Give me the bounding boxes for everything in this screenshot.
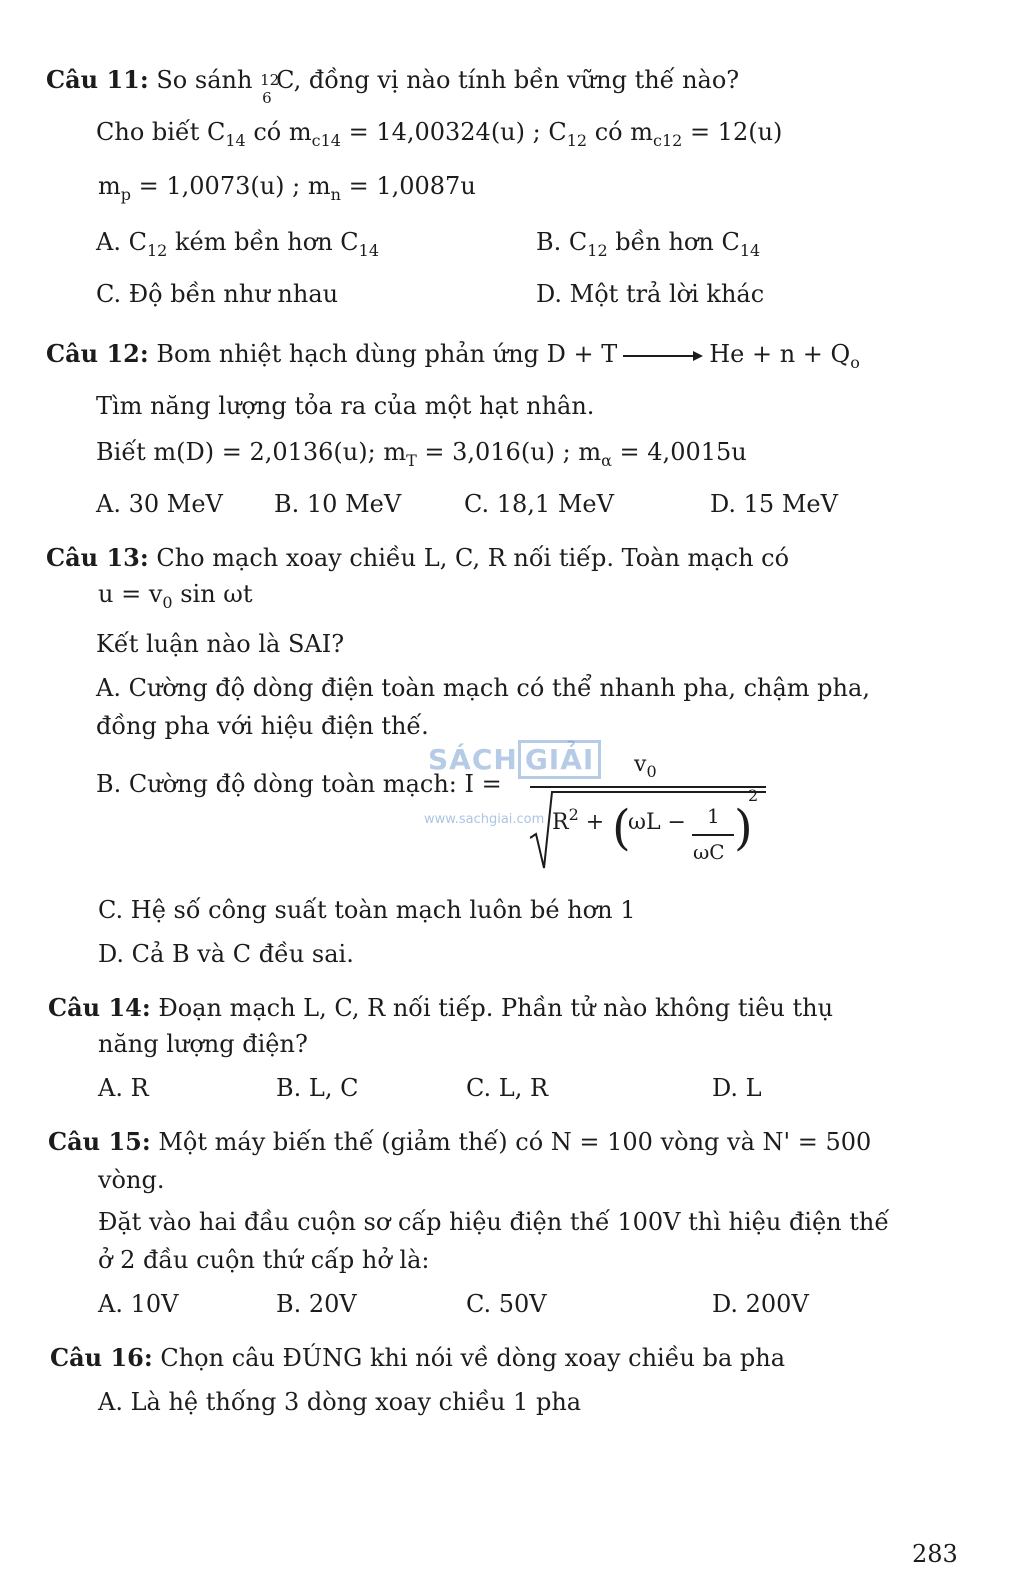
q11-option-a: A. $C_{12}$ kém bền hơn $C_{14}$ [96, 228, 380, 260]
q13-label: Câu 13: [46, 543, 149, 572]
q12-label: Câu 12: [46, 339, 149, 368]
inner-fraction-denominator: ωC [693, 840, 725, 864]
reaction-arrow-icon [623, 351, 703, 361]
q15-option-b: B. 20V [276, 1290, 357, 1318]
watermark-logo: SÁCH GIẢI [428, 740, 601, 779]
q11-given-2: $m_p = 1,0073(u)$ ; $m_n = 1,0087u$ [98, 172, 476, 204]
q11-question: Câu 11: So sánh 12 6 C, đồng vị nào tính bền vững thế nào? [46, 65, 740, 107]
q14-question: Câu 14: Đoạn mạch L, C, R nối tiếp. Phần tử nào không tiêu thụ [48, 993, 834, 1022]
q11-label: Câu 11: [46, 65, 149, 94]
q16-label: Câu 16: [50, 1343, 153, 1372]
q11-option-d: D. Một trả lời khác [536, 280, 765, 308]
inner-fraction-numerator: 1 [707, 804, 720, 828]
q15-option-a: A. 10V [98, 1290, 179, 1318]
q11-option-c: C. Độ bền như nhau [96, 280, 339, 308]
q15-label: Câu 15: [48, 1127, 151, 1156]
page-number: 283 [912, 1540, 958, 1568]
q14-option-a: A. R [98, 1074, 149, 1102]
q15-option-c: C. 50V [466, 1290, 547, 1318]
formula-denominator: $R^2$ + [552, 805, 605, 835]
outer-exponent: 2 [748, 786, 759, 805]
q16-option-a: A. Là hệ thống 3 dòng xoay chiều 1 pha [98, 1388, 582, 1416]
q11-option-b: B. $C_{12}$ bền hơn $C_{14}$ [536, 228, 761, 260]
q13-option-d: D. Cả B và C đều sai. [98, 940, 354, 968]
q15-line-2: vòng. [98, 1166, 165, 1194]
q12-option-b: B. 10 MeV [274, 490, 402, 518]
formula-omega-l: ωL − [628, 810, 686, 835]
q14-line-2: năng lượng điện? [98, 1030, 308, 1058]
q15-line-3: Đặt vào hai đầu cuộn sơ cấp hiệu điện thế 100V thì hiệu điện thế [98, 1208, 890, 1236]
q13-option-c: C. Hệ số công suất toàn mạch luôn bé hơn 1 [98, 896, 636, 924]
q14-label: Câu 14: [48, 993, 151, 1022]
q12-line-2: Tìm năng lượng tỏa ra của một hạt nhân. [96, 392, 595, 420]
q11-given-1: Cho biết $C_{14}$ có $m_{c14} = 14,00324(u)$ ; $C_{12}$ có $m_{c12} = 12(u)$ [96, 118, 783, 150]
q13-question: Câu 13: Cho mạch xoay chiều L, C, R nối tiếp. Toàn mạch có [46, 543, 790, 572]
q14-option-c: C. L, R [466, 1074, 549, 1102]
watermark-url: www.sachgiai.com [424, 812, 545, 827]
q13-option-a-1: A. Cường độ dòng điện toàn mạch có thể nhanh pha, chậm pha, [96, 674, 870, 702]
q12-line-3: Biết m(D) = 2,0136(u); $m_T = 3,016(u)$ ; $m_\alpha = 4,0015u$ [96, 438, 747, 470]
q15-question: Câu 15: Một máy biến thế (giảm thế) có N = 100 vòng và N' = 500 [48, 1127, 872, 1156]
q12-question: Câu 12: Bom nhiệt hạch dùng phản ứng D + T $He + n + Q_o$ [46, 339, 860, 372]
q13-option-a-2: đồng pha với hiệu điện thế. [96, 712, 429, 740]
q15-option-d: D. 200V [712, 1290, 809, 1318]
q15-line-4: ở 2 đầu cuộn thứ cấp hở là: [98, 1246, 430, 1274]
left-paren-icon: ( [612, 800, 631, 856]
q16-question: Câu 16: Chọn câu ĐÚNG khi nói về dòng xoay chiều ba pha [50, 1343, 786, 1372]
q13-line-3: Kết luận nào là SAI? [96, 630, 345, 658]
formula-numerator: $v_0$ [634, 752, 657, 781]
q12-option-c: C. 18,1 MeV [464, 490, 614, 518]
q14-option-d: D. L [712, 1074, 762, 1102]
q13-line-2: $u = v_0$ sin ωt [98, 580, 253, 612]
q12-option-d: D. 15 MeV [710, 490, 838, 518]
right-paren-icon: ) [734, 800, 753, 856]
inner-fraction-bar [692, 834, 734, 836]
isotope-notation: 12 6 [260, 70, 280, 107]
q13-option-b: B. Cường độ dòng toàn mạch: I = [96, 770, 502, 798]
q14-option-b: B. L, C [276, 1074, 359, 1102]
q12-option-a: A. 30 MeV [96, 490, 223, 518]
